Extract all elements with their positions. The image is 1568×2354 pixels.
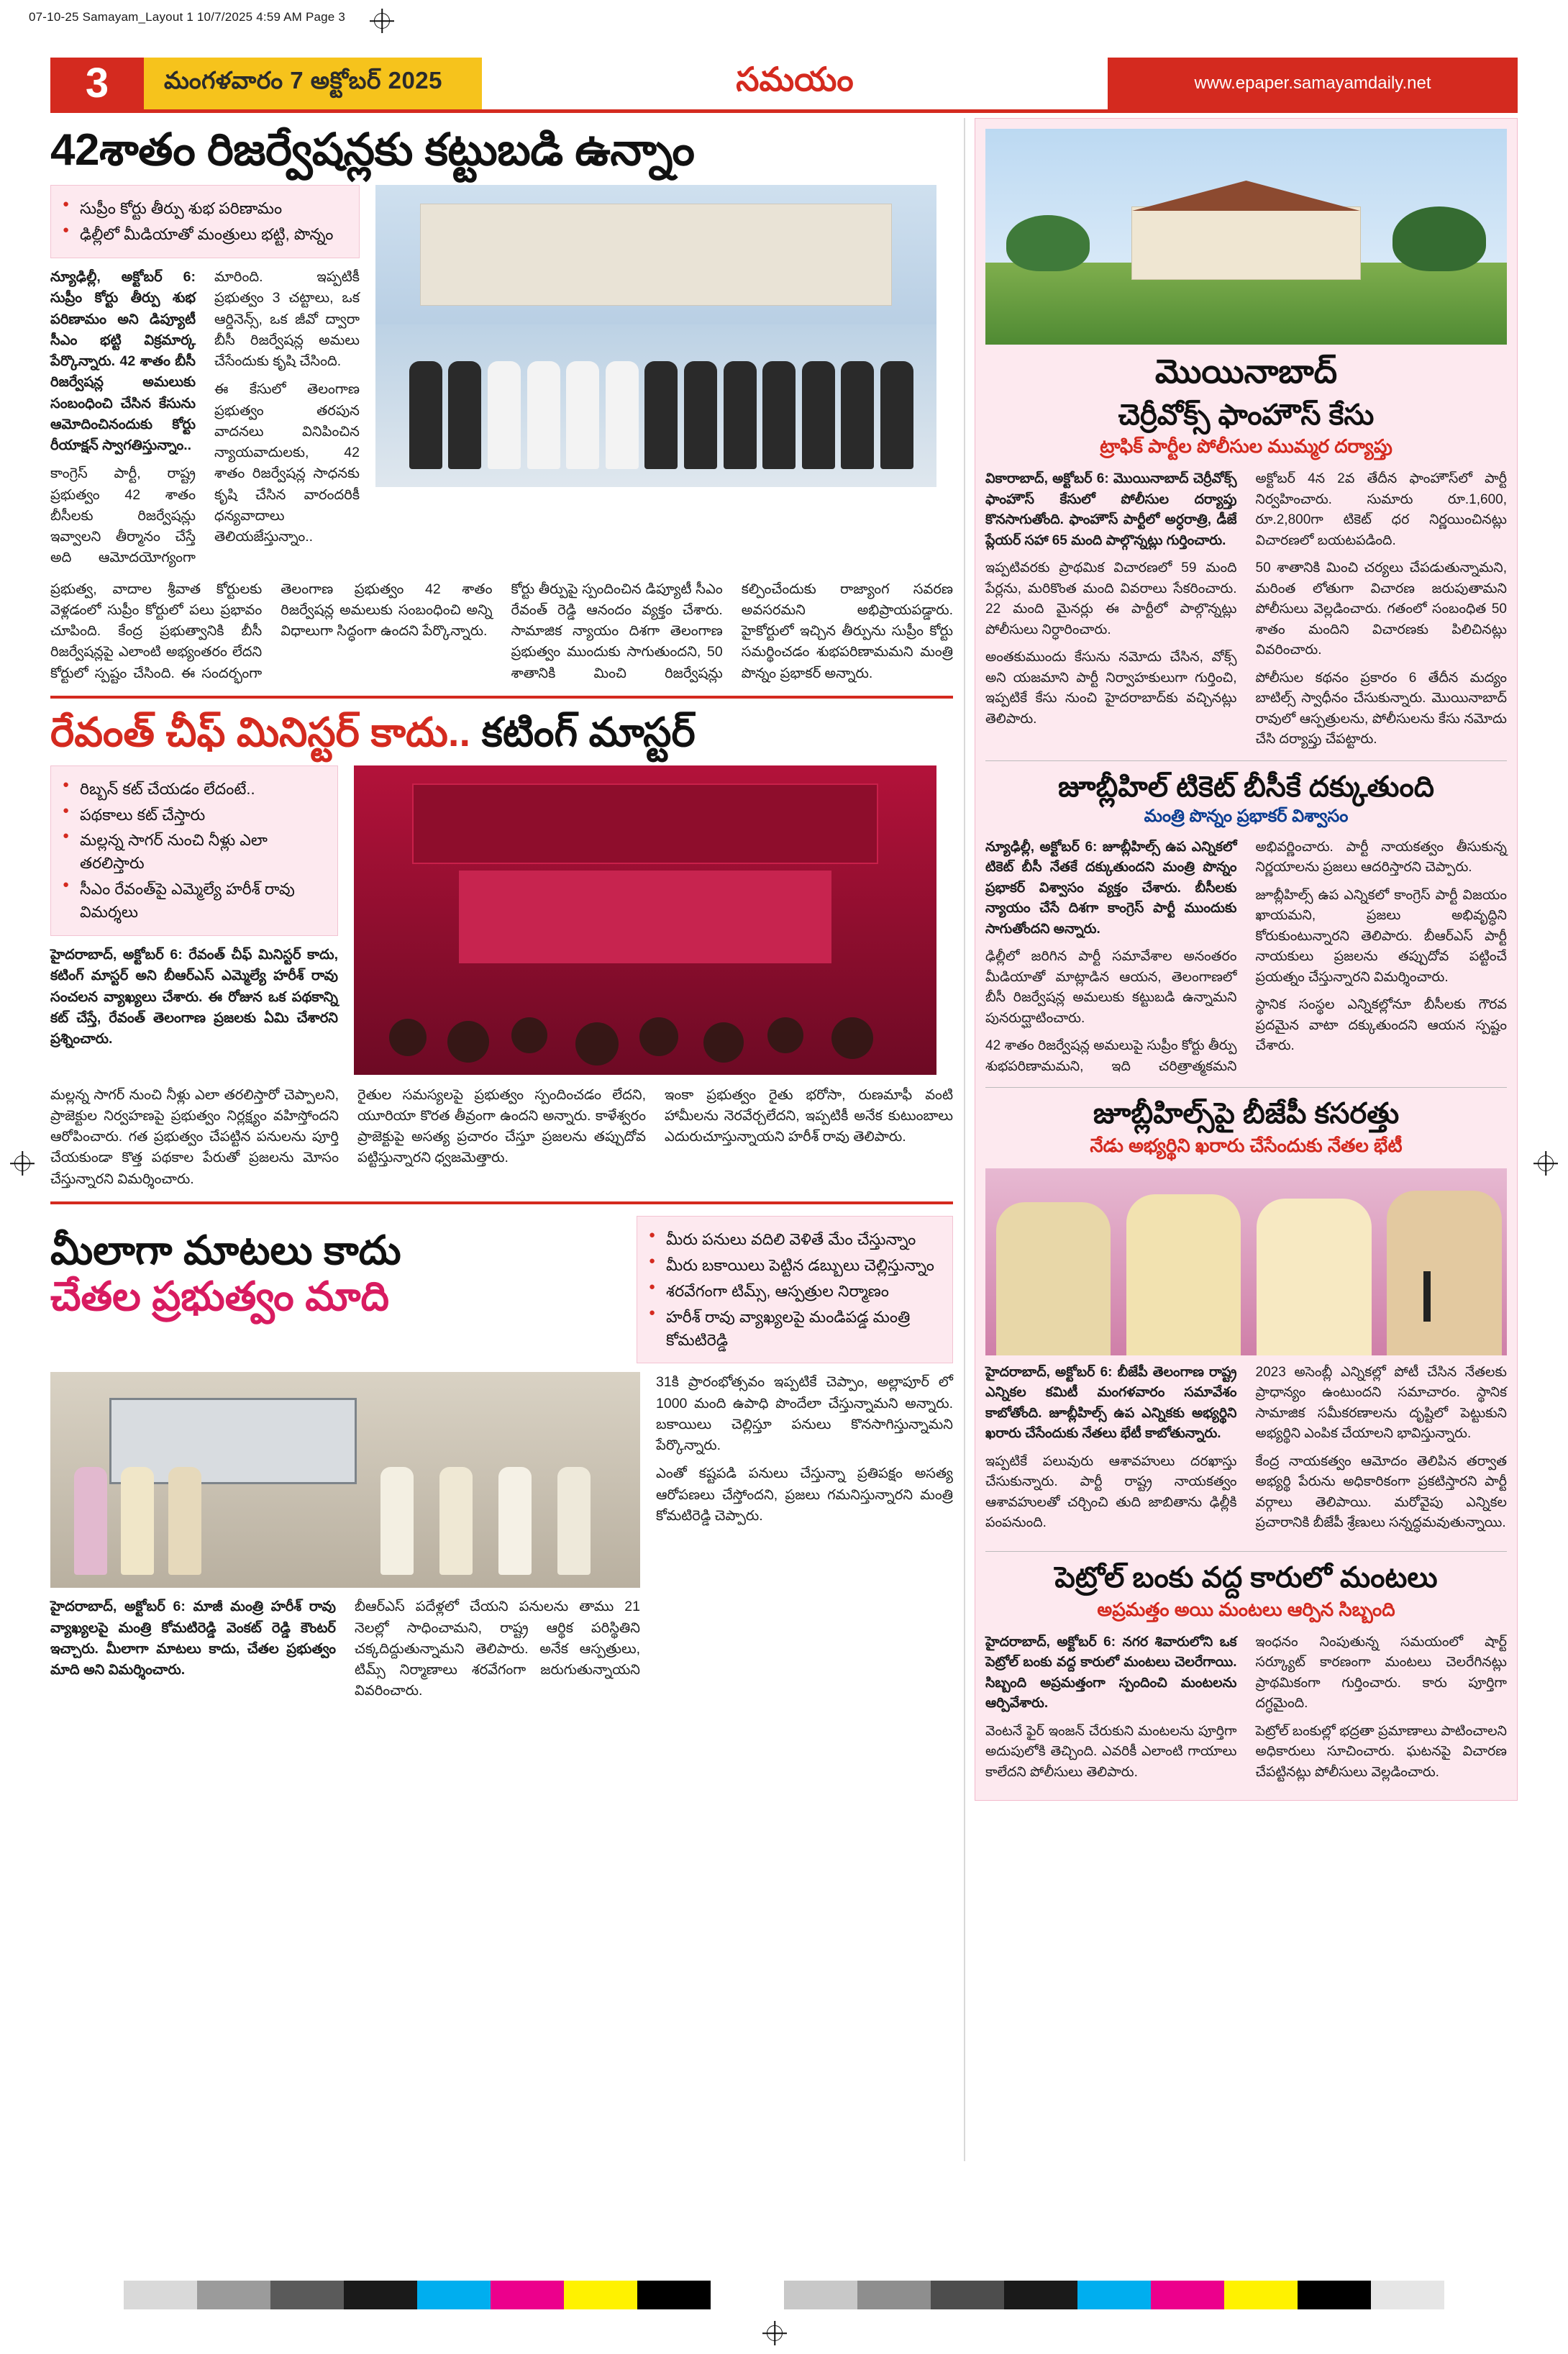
story3-headline-line1: మీలాగా మాటలు కాదు [50, 1227, 401, 1273]
press-color-bar [50, 2281, 1518, 2309]
section-divider-1 [50, 696, 953, 699]
story2-bullet-1: ● రిబ్బన్ కట్ చేయడం లేదంటే.. [61, 778, 327, 801]
section-divider-2 [50, 1201, 953, 1204]
story-harish-rao [50, 710, 953, 1190]
right4-headline: పెట్రోల్ బంకు వద్ద కారులో మంటలు [1054, 1561, 1438, 1594]
right4-para-1: హైదరాబాద్, అక్టోబర్ 6: నగర శివారులోని ఒక పెట్రోల్ బంకు వద్ద కారులో మంటలు చెలరేగాయి. సిబ్బంది అప్రమత్తంగా స్పందించి మంటలను ఆర్పివేశారు. [985, 1634, 1237, 1712]
right3-headline: జూబ్లీహిల్స్‌పై బీజేపీ కసరత్తు [1093, 1098, 1400, 1130]
story1-bullets [50, 185, 360, 258]
paper-website[interactable]: www.epaper.samayamdaily.net [1108, 58, 1518, 109]
paper-title: సమయం [736, 60, 854, 98]
sidebar-divider-3 [985, 1551, 1507, 1552]
sidebar-divider-1 [985, 760, 1507, 761]
story3-headline [50, 1227, 619, 1320]
story1-para-4: ప్రభుత్వ, వాదాల శ్రీవాత కోర్టులకు వెళ్లడంలో సుప్రీం కోర్టులో పలు ప్రభావం చూపింది. కేంద్ర ప్రభుత్వానికి బీసీ రిజర్వేషన్లపై ఎలాంటి అభ్యంతరం లేదని కోర్టులో స్పష్టం చేసింది. ఈ సందర్భంగా తెలంగాణ ప్రభుత్వం 42 శాతం రిజర్వేషన్ల అమలుకు సంబంధించి అన్ని విధాలుగా సిద్ధంగా ఉందని పేర్కొన్నారు. [50, 581, 493, 681]
right2-para-3: 42 శాతం రిజర్వేషన్ల అమలుపై సుప్రీం కోర్టు తీర్పు శుభపరిణామమని, ఇది చరిత్రాత్మకమని అభివర్ణించారు. పార్టీ నాయకత్వం తీసుకున్న నిర్ణయాలను ప్రజలు ఆదరిస్తారని చెప్పారు. [985, 839, 1507, 1074]
story1-bullet-1: ● సుప్రీం కోర్టు తీర్పు శుభ పరిణామం [61, 197, 349, 220]
story3-para-1: హైదరాబాద్, అక్టోబర్ 6: మాజీ మంత్రి హరీశ్ రావు వ్యాఖ్యలపై మంత్రి కోమటిరెడ్డి వెంకట్ రెడ్డి కౌంటర్ ఇచ్చారు. మీలాగా మాటలు కాదు, చేతల ప్రభుత్వం మాది అని విమర్శించారు. [50, 1599, 336, 1678]
story-jubilee-ticket [985, 771, 1507, 1077]
right1-para-2: ఇప్పటివరకు ప్రాథమిక విచారణలో 59 మంది పేర్లను, మరికొంత మంది వివరాలు సేకరించారు. 22 మంది మైనర్లు ఈ పార్టీలో పాల్గొన్నట్లు పోలీసులు నిర్ధారించారు. [985, 560, 1237, 637]
story2-para-1: హైదరాబాద్, అక్టోబర్ 6: రేవంత్ చీఫ్ మినిస్టర్ కాదు, కటింగ్ మాస్టర్ అని బీఆర్ఎస్ ఎమ్మెల్యే హరీశ్ రావు సంచలన వ్యాఖ్యలు చేశారు. ఈ రోజున ఒక పథకాన్ని కట్ చేస్తే, రేవంత్ తెలంగాణ ప్రజలకు ఏమి చేశారని ప్రశ్నించారు. [50, 947, 338, 1048]
right2-para-1: న్యూఢిల్లీ, అక్టోబర్ 6: జూబ్లీహిల్స్ ఉప ఎన్నికలో టికెట్ బీసీ నేతకే దక్కుతుందని మంత్రి పొన్నం ప్రభాకర్ విశ్వాసం వ్యక్తం చేశారు. బీసీలకు న్యాయం చేసే దిశగా కాంగ్రెస్ పార్టీ ముందుకు సాగుతోందని అన్నారు. [985, 839, 1237, 937]
story3-bullets [637, 1216, 953, 1363]
story3-bullet-1: ● మీరు పనులు వదిలి వెళితే మేం చేస్తున్నాం [647, 1228, 942, 1251]
story2-para-3: రైతుల సమస్యలపై ప్రభుత్వం స్పందించడం లేదని, యూరియా కొరత తీవ్రంగా ఉందని అన్నారు. కాళేశ్వరం ప్రాజెక్టుపై అసత్య ప్రచారం చేస్తూ ప్రజలను తప్పుదోవ పట్టిస్తున్నారని ధ్వజమెత్తారు. [357, 1086, 646, 1166]
story2-bullet-4: ● సీఎం రేవంత్‌పై ఎమ్మెల్యే హరీశ్ రావు విమర్శలు [61, 878, 327, 924]
registration-mark-bottom [762, 2321, 787, 2345]
right3-para-3: 2023 అసెంబ్లీ ఎన్నికల్లో పోటీ చేసిన నేతలకు ప్రాధాన్యం ఉంటుందని సమాచారం. స్థానిక సామాజిక సమీకరణాలను దృష్టిలో పెట్టుకుని అభ్యర్థిని ఎంపిక చేయాలని భావిస్తున్నారు. [1255, 1364, 1507, 1442]
right2-para-4: జూబ్లీహిల్స్ ఉప ఎన్నికలో కాంగ్రెస్ పార్టీ విజయం ఖాయమని, ప్రజలు అభివృద్ధిని కోరుకుంటున్నారని తెలిపారు. బీఆర్ఎస్ పార్టీ నాయకులు ప్రజలను తప్పుదోవ పట్టించే ప్రయత్నం చేస్తున్నారని విమర్శించారు. [1255, 887, 1507, 985]
right3-para-2: ఇప్పటికే పలువురు ఆశావహులు దరఖాస్తు చేసుకున్నారు. పార్టీ రాష్ట్ర నాయకత్వం ఆశావహులతో చర్చించి తుది జాబితాను ఢిల్లీకి పంపనుంది. [985, 1453, 1237, 1531]
right1-para-5: 50 శాతానికి మించి చర్యలు చేపడుతున్నామని, మరింత లోతుగా విచారణ జరుపుతామని పోలీసులు వెల్లడించారు. గతంలో సంబంధిత 50 శాతం మందిని విచారణకు పిలిచినట్లు వివరించారు. [1255, 560, 1507, 658]
right4-subhead: అప్రమత్తం అయి మంటలు ఆర్పిన సిబ్బంది [1097, 1598, 1395, 1620]
right3-subhead: నేడు అభ్యర్థిని ఖరారు చేసేందుకు నేతల భేటీ [1090, 1134, 1403, 1156]
story3-para-3: 31కి ప్రారంభోత్సవం ఇప్పటికే చెప్పాం, అల్లాపూర్ లో 1000 మంది ఉపాధి పొందేలా చేస్తున్నామని అన్నారు. బకాయిలు చెల్లిస్తూ పనులు కొనసాగిస్తున్నామని పేర్కొన్నారు. [656, 1374, 953, 1454]
right1-subhead: ట్రాఫిక్ పార్టీల పోలీసుల ముమ్మర దర్యాప్తు [1100, 435, 1392, 458]
rally-crowd-photo [354, 765, 936, 1075]
story3-headline-line2: చేతల ప్రభుత్వం మాది [50, 1273, 389, 1319]
story3-bullet-2: ● మీరు బకాయిలు పెట్టిన డబ్బులు చెల్లిస్తున్నాం [647, 1254, 942, 1277]
registration-mark-top [370, 9, 394, 33]
story2-headline-red: రేవంత్ చీఫ్ మినిస్టర్ కాదు.. [50, 709, 482, 755]
sidebar-divider-2 [985, 1087, 1507, 1088]
story-komatireddy [50, 1216, 953, 1702]
masthead-rule [50, 109, 1518, 113]
right3-para-4: కేంద్ర నాయకత్వం ఆమోదం తెలిపిన తర్వాత అభ్యర్థి పేరును అధికారికంగా ప్రకటిస్తారని పార్టీ వర్గాలు తెలిపాయి. మరోవైపు ఎన్నికల ప్రచారానికి బీజేపీ శ్రేణులు సన్నద్ధమవుతున్నాయి. [1255, 1453, 1507, 1531]
page-body [50, 118, 1518, 2204]
story2-headline-black: కటింగ్ మాస్టర్ [481, 709, 696, 755]
story2-bullet-2: ● పథకాలు కట్ చేస్తారు [61, 804, 327, 827]
story2-para-2: మల్లన్న సాగర్ నుంచి నీళ్లు ఎలా తరలిస్తారో చెప్పాలని, ప్రాజెక్టుల నిర్వహణపై ప్రభుత్వం నిర్లక్ష్యం వహిస్తోందని ఆరోపించారు. గత ప్రభుత్వం చేపట్టిన పనులను పూర్తి చేయకుండా కొత్త పథకాల పేరుతో ప్రజలను మోసం చేస్తున్నారని విమర్శించారు. [50, 1086, 339, 1187]
story2-para-4: ఇంకా ప్రభుత్వం రైతు భరోసా, రుణమాఫీ వంటి హామీలను నెరవేర్చలేదని, ఇప్పటికీ అనేక కుటుంబాలు ఎదురుచూస్తున్నాయని హరీశ్ రావు తెలిపారు. [665, 1086, 953, 1145]
right2-headline: జూబ్లీహిల్ టికెట్ బీసీకే దక్కుతుంది [1058, 771, 1434, 803]
right1-para-6: పోలీసుల కథనం ప్రకారం 6 తేదీన మద్యం బాటిల్స్ స్వాధీనం చేసుకున్నారు. మొయినాబాద్ రావులో ఆస్పత్రులను, పోలీసులను కేసు నమోదు చేసి దర్యాప్తు చేపట్టారు. [1255, 670, 1507, 747]
page-number: 3 [50, 58, 144, 109]
right1-para-1: వికారాబాద్, అక్టోబర్ 6: మొయినాబాద్ చెర్రీవోక్స్ ఫాంహౌస్ కేసులో పోలీసుల దర్యాప్తు కొనసాగుతోంది. ఫాంహౌస్ పార్టీలో అర్ధరాత్రి, డీజే ప్లేయర్ సహా 65 మంది పాల్గొన్నట్లు గుర్తించారు. [985, 471, 1237, 548]
story3-para-2: బీఆర్ఎస్ పదేళ్లలో చేయని పనులను తాము 21 నెలల్లో సాధించామని, రాష్ట్ర ఆర్థిక పరిస్థితిని చక్కదిద్దుతున్నామని తెలిపారు. అనేక ఆస్పత్రులు, టిమ్స్ నిర్మాణాలు శరవేగంగా జరుగుతున్నాయని వివరించారు. [355, 1599, 640, 1699]
lawyers-group-photo [375, 185, 936, 487]
farmhouse-photo [985, 129, 1507, 345]
column-divider [964, 118, 965, 2161]
story-bjp-jubilee [985, 1098, 1507, 1541]
bjp-leaders-press-meet-photo [985, 1168, 1507, 1355]
story2-bullets [50, 765, 338, 936]
sidebar-column [975, 118, 1518, 1801]
print-slug: 07-10-25 Samayam_Layout 1 10/7/2025 4:59 AM Page 3 [29, 10, 346, 24]
story-farmhouse-case [985, 129, 1507, 750]
right2-para-2: ఢిల్లీలో జరిగిన పార్టీ సమావేశాల అనంతరం మీడియాతో మాట్లాడిన ఆయన, తెలంగాణలో బీసీ రిజర్వేషన్ల అమలుకు కట్టుబడి ఉన్నామని పునరుద్ఘాటించారు. [985, 949, 1237, 1026]
story-petrol-bunk-fire [985, 1562, 1507, 1790]
story3-bullet-4: ● హరీశ్ రావు వ్యాఖ్యలపై మండిపడ్డ మంత్రి కోమటిరెడ్డి [647, 1306, 942, 1352]
story2-headline [50, 710, 953, 755]
story3-para-4: ఎంతో కష్టపడి పనులు చేస్తున్నా ప్రతిపక్షం అసత్య ఆరోపణలు చేస్తోందని, ప్రజలు గమనిస్తున్నారని మంత్రి కోమటిరెడ్డి చెప్పారు. [656, 1465, 953, 1524]
right1-para-4: అక్టోబర్ 4న 2వ తేదీన ఫాంహౌస్‌లో పార్టీ నిర్వహించారు. సుమారు రూ.1,600, రూ.2,800గా టికెట్ ధర నిర్ణయించినట్లు విచారణలో బయటపడింది. [1255, 471, 1507, 548]
hospital-inauguration-photo [50, 1372, 640, 1588]
right2-subhead: మంత్రి పొన్నం ప్రభాకర్ విశ్వాసం [1144, 806, 1349, 826]
right4-para-2: వెంటనే ఫైర్ ఇంజన్ చేరుకుని మంటలను పూర్తిగా అదుపులోకి తెచ్చింది. ఎవరికీ ఎలాంటి గాయాలు కాలేదని పోలీసులు తెలిపారు. [985, 1723, 1237, 1780]
newspaper-page [50, 58, 1518, 2259]
story1-headline: 42శాతం రిజర్వేషన్లకు కట్టుబడి ఉన్నాం [50, 125, 695, 175]
story1-para-2: కాంగ్రెస్ పార్టీ, రాష్ట్ర ప్రభుత్వం 42 శాతం బీసీలకు రిజర్వేషన్లు ఇవ్వాలని తీర్మానం చేస్తే అది ఆమోదయోగ్యంగా మారింది. ఇప్పటికీ ప్రభుత్వం 3 చట్టాలు, ఒక ఆర్డినెన్స్, ఒక జీవో ద్వారా బీసీ రిజర్వేషన్ల అమలు చేసేందుకు కృషి చేసింది. [50, 269, 360, 566]
right1-para-3: అంతకుముందు కేసును నమోదు చేసిన, వోక్స్ అని యజమాని పార్టీ నిర్వాహకులుగా గుర్తించి, ఇప్పటికే కేసు నుంచి హైదరాబాద్‌కు వచ్చినట్లు తెలిపారు. [985, 650, 1237, 727]
story2-bullet-3: ● మల్లన్న సాగర్ నుంచి నీళ్లు ఎలా తరలిస్తారు [61, 829, 327, 875]
date-line: మంగళవారం 7 అక్టోబర్ 2025 [144, 58, 482, 109]
right3-para-1: హైదరాబాద్, అక్టోబర్ 6: బీజేపీ తెలంగాణ రాష్ట్ర ఎన్నికల కమిటీ మంగళవారం సమావేశం కాబోతోంది. జూబ్లీహిల్స్ ఉప ఎన్నికకు అభ్యర్థిని ఖరారు చేసేందుకు నేతలు భేటీ కాబోతున్నారు. [985, 1364, 1237, 1442]
story1-bullet-2: ● ఢిల్లీలో మీడియాతో మంత్రులు భట్టి, పొన్నం [61, 223, 349, 246]
story-reservations [50, 125, 953, 684]
right2-para-5: స్థానిక సంస్థల ఎన్నికల్లోనూ బీసీలకు గౌరవ ప్రదమైన వాటా దక్కుతుందని ఆయన స్పష్టం చేశారు. [1255, 997, 1507, 1054]
story3-bullet-3: ● శరవేగంగా టిమ్స్, ఆస్పత్రుల నిర్మాణం [647, 1280, 942, 1303]
main-column [50, 118, 953, 1702]
registration-mark-left [10, 1151, 35, 1176]
masthead [50, 58, 1518, 109]
story1-para-3: ఈ కేసులో తెలంగాణ ప్రభుత్వం తరపున వాదనలు వినిపించిన న్యాయవాదులకు, 42 శాతం రిజర్వేషన్ల సాధనకు కృషి చేసిన వారందరికీ ధన్యవాదాలు తెలియజేస్తున్నాం.. [214, 381, 360, 545]
right1-headline-line2: చెర్రీవోక్స్ ఫాంహౌస్ కేసు [1118, 399, 1375, 431]
story1-para-1: న్యూఢిల్లీ, అక్టోబర్ 6: సుప్రీం కోర్టు తీర్పు శుభ పరిణామం అని డిప్యూటీ సీఎం భట్టి విక్రమార్క పేర్కొన్నారు. 42 శాతం బీసీ రిజర్వేషన్ల అమలుకు సంబంధించి చేసిన కేసును ఆమోదించినందుకు కోర్టు రీయాక్షన్ స్వాగతిస్తున్నాం.. [50, 269, 196, 454]
right4-para-3: ఇంధనం నింపుతున్న సమయంలో షార్ట్ సర్క్యూట్ కారణంగా మంటలు చెలరేగినట్లు ప్రాథమికంగా గుర్తించారు. కారు పూర్తిగా దగ్ధమైంది. [1255, 1634, 1507, 1712]
registration-mark-right [1533, 1151, 1558, 1176]
right1-headline-line1: మొయినాబాద్ [1154, 353, 1338, 390]
story1-para-5: కోర్టు తీర్పుపై స్పందించిన డిప్యూటీ సీఎం రేవంత్ రెడ్డి ఆనందం వ్యక్తం చేశారు. సామాజిక న్యాయం దిశగా తెలంగాణ ప్రభుత్వం ముందుకు సాగుతుందని, 50 శాతానికి మించి రిజర్వేషన్లు కల్పించేందుకు రాజ్యాంగ సవరణ అవసరమని అభిప్రాయపడ్డారు. హైకోర్టులో ఇచ్చిన తీర్పును సుప్రీం కోర్టు సమర్థించడం శుభపరిణామమని మంత్రి పొన్నం ప్రభాకర్ అన్నారు. [511, 581, 953, 681]
right4-para-4: పెట్రోల్ బంకుల్లో భద్రతా ప్రమాణాలు పాటించాలని అధికారులు సూచించారు. ఘటనపై విచారణ చేపట్టినట్లు పోలీసులు వెల్లడించారు. [1255, 1723, 1507, 1780]
